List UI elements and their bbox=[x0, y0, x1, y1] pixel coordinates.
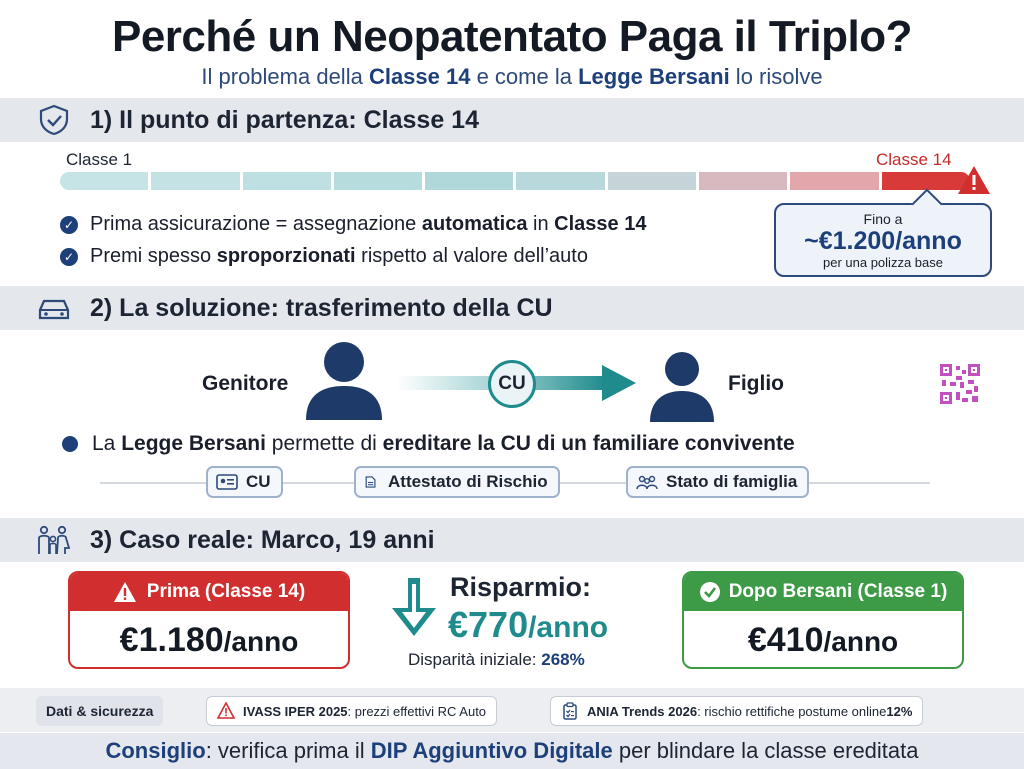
section1-header bbox=[0, 98, 1024, 142]
shield-check-icon bbox=[34, 104, 74, 136]
before-box-header: Prima (Classe 14) bbox=[70, 573, 348, 611]
scale-start-label: Classe 1 bbox=[66, 150, 133, 169]
source-ania: ANIA Trends 2026 : rischio rettifiche postume online 12% bbox=[550, 696, 923, 726]
scale-segment bbox=[334, 172, 422, 190]
family-icon bbox=[34, 524, 74, 556]
warning-icon bbox=[113, 581, 137, 603]
scale-segment bbox=[790, 172, 878, 190]
scale-segment bbox=[608, 172, 696, 190]
bersani-statement: La Legge Bersani permette di ereditare la CU di un familiare convivente bbox=[62, 432, 795, 456]
cu-transfer-badge: CU bbox=[488, 360, 536, 408]
warning-icon bbox=[217, 702, 235, 720]
advice-banner: Consiglio: verifica prima il DIP Aggiuntivo Digitale per blindare la classe ereditata bbox=[0, 733, 1024, 769]
max-cost-callout bbox=[774, 203, 992, 277]
section3-title: 3) Caso reale: Marco, 19 anni bbox=[90, 525, 435, 554]
scale-end-label: Classe 14 bbox=[876, 150, 952, 169]
subtitle-text: e come la bbox=[470, 64, 579, 89]
after-box-header: Dopo Bersani (Classe 1) bbox=[684, 573, 962, 611]
source-ivass: IVASS IPER 2025 : prezzi effettivi RC Auto bbox=[206, 696, 497, 726]
parent-person-icon bbox=[302, 340, 386, 420]
subtitle-class14: Classe 14 bbox=[368, 64, 471, 89]
subtitle-text: Il problema della bbox=[201, 64, 369, 89]
scale-segment bbox=[243, 172, 331, 190]
check-circle-icon bbox=[699, 581, 721, 603]
callout-line3: per una polizza base bbox=[823, 255, 943, 270]
before-amount: €1.180/anno bbox=[119, 621, 299, 659]
subtitle-bersani: Legge Bersani bbox=[578, 64, 730, 89]
child-person-icon bbox=[648, 350, 716, 422]
section2-title: 2) La soluzione: trasferimento della CU bbox=[90, 293, 553, 322]
scale-segment bbox=[425, 172, 513, 190]
document-icon bbox=[364, 474, 380, 490]
chip-attestato: Attestato di Rischio bbox=[354, 466, 560, 498]
bullet-dot bbox=[62, 436, 78, 452]
savings-amount: €770/anno bbox=[448, 604, 609, 645]
sources-label: Dati & sicurezza bbox=[36, 696, 163, 726]
subtitle-text: lo risolve bbox=[729, 64, 823, 89]
section3-header bbox=[0, 518, 1024, 562]
check-icon: ✓ bbox=[60, 248, 78, 266]
after-amount: €410/anno bbox=[747, 621, 899, 659]
id-card-icon bbox=[216, 474, 238, 490]
check-icon: ✓ bbox=[60, 216, 78, 234]
clipboard-check-icon bbox=[561, 702, 579, 720]
after-cost-box bbox=[682, 571, 964, 669]
callout-amount: ~€1.200/anno bbox=[804, 227, 962, 255]
class-scale-bar bbox=[60, 172, 970, 190]
parent-label: Genitore bbox=[202, 372, 289, 395]
car-icon bbox=[34, 292, 74, 324]
scale-segment bbox=[60, 172, 148, 190]
qr-code-icon bbox=[938, 362, 982, 406]
chip-cu: CU bbox=[206, 466, 283, 498]
section1-title: 1) Il punto di partenza: Classe 14 bbox=[90, 105, 479, 134]
initial-disparity: Disparità iniziale: 268% bbox=[408, 650, 585, 669]
scale-segment bbox=[516, 172, 604, 190]
group-icon bbox=[636, 474, 658, 490]
page-subtitle bbox=[0, 64, 1024, 90]
savings-title: Risparmio: bbox=[450, 572, 592, 602]
bullet-premiums: ✓ Premi spesso sproporzionati rispetto al valore dell’auto bbox=[60, 245, 588, 268]
warning-icon bbox=[956, 164, 992, 196]
callout-line1: Fino a bbox=[863, 211, 903, 227]
before-cost-box bbox=[68, 571, 350, 669]
down-arrow-icon bbox=[386, 576, 442, 638]
child-label: Figlio bbox=[728, 372, 784, 395]
bullet-auto-class: ✓ Prima assicurazione = assegnazione automatica in Classe 14 bbox=[60, 213, 646, 236]
scale-segment bbox=[699, 172, 787, 190]
scale-segment bbox=[151, 172, 239, 190]
section2-header bbox=[0, 286, 1024, 330]
page-title: Perché un Neopatentato Paga il Triplo? bbox=[111, 12, 913, 61]
chip-stato-famiglia: Stato di famiglia bbox=[626, 466, 809, 498]
